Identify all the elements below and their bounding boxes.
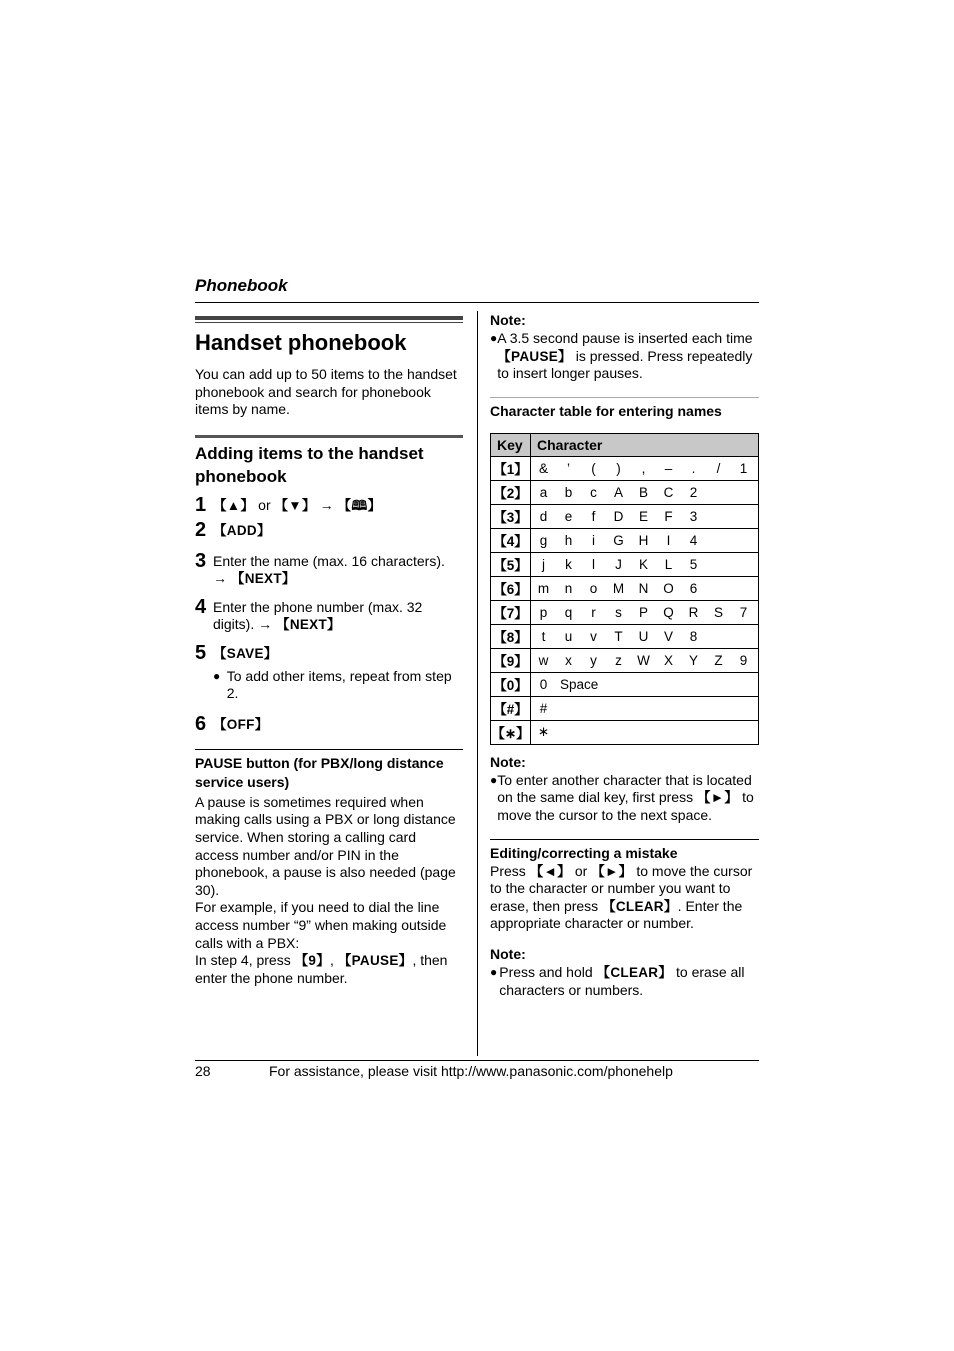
character-glyph: u xyxy=(564,628,573,644)
character-glyph: 4 xyxy=(689,532,698,548)
section-title: Phonebook xyxy=(195,276,288,295)
character-glyph: W xyxy=(637,652,650,668)
character-glyph: T xyxy=(614,628,623,644)
footer-help-text: For assistance, please visit http://www.panasonic.com/phonehelp xyxy=(269,1063,673,1079)
add-key: 【ADD】 xyxy=(213,522,271,538)
character-glyph: r xyxy=(591,604,596,620)
bullet-icon: ● xyxy=(490,964,498,979)
character-glyph: ∗ xyxy=(537,724,550,740)
character-glyph: & xyxy=(538,460,548,476)
key-cell: 【8】 xyxy=(491,624,531,648)
save-key: 【SAVE】 xyxy=(213,645,278,661)
key-cell: 【9】 xyxy=(491,648,531,672)
character-glyph: N xyxy=(638,580,649,596)
step-number: 4 xyxy=(195,595,207,618)
character-glyph: 5 xyxy=(689,556,698,572)
character-glyph: U xyxy=(638,628,649,644)
table-row xyxy=(491,624,759,648)
character-column-header: Character xyxy=(531,433,759,456)
table-row xyxy=(491,504,759,528)
characters-cell xyxy=(531,480,759,504)
table-row xyxy=(491,672,759,696)
character-glyph: l xyxy=(592,556,595,572)
character-glyph: f xyxy=(591,508,596,524)
step-5-bullet: ● To add other items, repeat from step 2. xyxy=(213,667,452,701)
step-6 xyxy=(195,713,463,735)
right-arrow-key: 【►】 xyxy=(696,790,739,806)
character-glyph: h xyxy=(564,532,573,548)
characters-cell xyxy=(531,456,759,480)
nine-key: 【9】 xyxy=(294,953,331,969)
character-glyph: g xyxy=(539,532,548,548)
character-glyph: 1 xyxy=(739,460,748,476)
character-glyph: P xyxy=(638,604,648,620)
character-glyph: O xyxy=(663,580,674,596)
character-glyph: i xyxy=(592,532,595,548)
adding-heading: Adding items to the handset phonebook xyxy=(195,443,424,486)
character-glyph: a xyxy=(539,484,548,500)
step-5 xyxy=(195,642,463,664)
table-body xyxy=(491,456,759,744)
title-rule xyxy=(195,316,463,323)
table-heading-rule xyxy=(490,397,759,398)
character-glyph: c xyxy=(590,484,597,500)
step-4: 4 Enter the phone number (max. 32 digits). → 【NEXT】 xyxy=(195,595,423,632)
step-number: 3 xyxy=(195,549,207,572)
table-header-row xyxy=(491,433,759,456)
character-glyph: x xyxy=(565,652,572,668)
character-glyph: 3 xyxy=(689,508,698,524)
character-glyph: q xyxy=(564,604,573,620)
character-glyph: s xyxy=(615,604,622,620)
character-glyph: C xyxy=(663,484,674,500)
character-glyph: 8 xyxy=(689,628,698,644)
key-cell: 【#】 xyxy=(491,696,531,720)
pause-key: 【PAUSE】 xyxy=(337,953,413,969)
character-glyph: R xyxy=(688,604,699,620)
characters-cell xyxy=(531,624,759,648)
character-glyph: t xyxy=(541,628,546,644)
key-cell: 【6】 xyxy=(491,576,531,600)
off-key: 【OFF】 xyxy=(213,716,269,732)
pause-key: 【PAUSE】 xyxy=(497,348,572,364)
character-glyph: ’ xyxy=(567,460,570,476)
arrow-icon: → xyxy=(315,496,338,513)
character-glyph: 7 xyxy=(739,604,748,620)
key-cell: 【7】 xyxy=(491,600,531,624)
character-glyph: b xyxy=(564,484,573,500)
edit-paragraph: Press 【◄】 or 【►】 to move the cursor to the character or number you want to erase, then press 【CLEAR】. Enter the appropriate character or number. xyxy=(490,862,753,932)
edit-rule xyxy=(490,839,759,840)
table-row xyxy=(491,480,759,504)
character-glyph: 0 xyxy=(539,676,548,692)
character-glyph: E xyxy=(638,508,648,524)
note-heading: Note: xyxy=(490,312,526,328)
character-glyph: ) xyxy=(616,460,621,476)
footer-rule xyxy=(195,1060,759,1061)
characters-cell xyxy=(531,528,759,552)
pause-heading: PAUSE button (for PBX/long distance service users) xyxy=(195,754,444,790)
character-glyph: m xyxy=(537,580,550,596)
character-glyph: / xyxy=(716,460,721,476)
character-glyph: # xyxy=(539,700,548,716)
pause-rule xyxy=(195,749,463,750)
character-glyph: G xyxy=(613,532,624,548)
table-row xyxy=(491,696,759,720)
character-glyph: o xyxy=(589,580,598,596)
character-glyph: w xyxy=(538,652,549,668)
character-glyph: H xyxy=(638,532,649,548)
right-arrow-key: 【►】 xyxy=(591,863,633,879)
step-number: 1 xyxy=(195,493,207,516)
character-glyph: k xyxy=(565,556,572,572)
down-key: 【▼】 xyxy=(274,497,316,513)
left-arrow-key: 【◄】 xyxy=(529,863,571,879)
key-column-header: Key xyxy=(491,433,531,456)
subheading-rule xyxy=(195,435,463,438)
column-divider xyxy=(477,311,478,1056)
phonebook-key-icon: 【🕮】 xyxy=(337,497,382,513)
intro-text: You can add up to 50 items to the handset phonebook and search for phonebook items by name. xyxy=(195,366,457,418)
characters-cell xyxy=(531,648,759,672)
character-table xyxy=(490,433,759,745)
note-1-bullet: ● A 3.5 second pause is inserted each time 【PAUSE】 is pressed. Press repeatedly to insert longer pauses. xyxy=(490,330,753,382)
table-row xyxy=(491,648,759,672)
clear-key: 【CLEAR】 xyxy=(602,898,678,914)
up-key: 【▲】 xyxy=(213,497,255,513)
edit-heading: Editing/correcting a mistake xyxy=(490,844,678,861)
table-heading: Character table for entering names xyxy=(490,402,722,419)
character-glyph: Q xyxy=(663,604,674,620)
character-glyph: Y xyxy=(688,652,698,668)
character-glyph: Space xyxy=(560,676,599,692)
next-key: 【NEXT】 xyxy=(230,570,296,586)
key-cell: 【3】 xyxy=(491,504,531,528)
table-row xyxy=(491,528,759,552)
character-glyph: n xyxy=(564,580,573,596)
character-glyph: F xyxy=(664,508,673,524)
note-2-bullet: ● To enter another character that is located on the same dial key, first press 【►】 to move the cursor to the next space. xyxy=(490,771,754,823)
character-glyph: . xyxy=(691,460,696,476)
arrow-icon: → xyxy=(213,569,231,586)
bullet-icon: ● xyxy=(490,331,498,345)
character-glyph: j xyxy=(542,556,545,572)
table-row xyxy=(491,552,759,576)
bullet-icon: ● xyxy=(213,668,221,683)
table-row xyxy=(491,720,759,744)
characters-cell xyxy=(531,672,759,696)
character-glyph: – xyxy=(664,460,673,476)
character-glyph: M xyxy=(612,580,625,596)
bullet-icon: ● xyxy=(490,772,498,787)
pause-paragraph-1: A pause is sometimes required when making calls using a PBX or long distance service. When storing a calling card access number and/or PIN in the phonebook, a pause is also needed (page 30). xyxy=(195,793,456,898)
table-row xyxy=(491,576,759,600)
character-glyph: K xyxy=(638,556,648,572)
table-row xyxy=(491,456,759,480)
character-glyph: e xyxy=(564,508,573,524)
character-glyph: y xyxy=(590,652,597,668)
right-column xyxy=(490,311,759,999)
step-number: 2 xyxy=(195,518,207,541)
character-glyph: d xyxy=(539,508,548,524)
characters-cell xyxy=(531,600,759,624)
character-glyph: 9 xyxy=(739,652,748,668)
table-row xyxy=(491,600,759,624)
step-number: 6 xyxy=(195,712,207,735)
clear-key: 【CLEAR】 xyxy=(596,964,673,980)
arrow-icon: → xyxy=(254,615,277,632)
character-glyph: z xyxy=(615,652,622,668)
note-heading: Note: xyxy=(490,945,526,962)
key-cell: 【4】 xyxy=(491,528,531,552)
character-glyph: X xyxy=(663,652,673,668)
note-3-bullet: ● Press and hold 【CLEAR】 to erase all characters or numbers. xyxy=(490,963,745,998)
character-glyph: , xyxy=(641,460,646,476)
pause-paragraph-3: In step 4, press 【9】, 【PAUSE】, then enter the phone number. xyxy=(195,952,448,986)
character-glyph: B xyxy=(638,484,648,500)
characters-cell xyxy=(531,552,759,576)
characters-cell xyxy=(531,504,759,528)
character-glyph: v xyxy=(590,628,597,644)
step-number: 5 xyxy=(195,641,207,664)
character-glyph: V xyxy=(663,628,673,644)
character-glyph: S xyxy=(713,604,723,620)
key-cell: 【5】 xyxy=(491,552,531,576)
note-heading: Note: xyxy=(490,753,526,770)
character-glyph: p xyxy=(539,604,548,620)
character-glyph: Z xyxy=(714,652,723,668)
characters-cell xyxy=(531,720,759,744)
header-rule xyxy=(195,302,759,303)
characters-cell xyxy=(531,576,759,600)
characters-cell xyxy=(531,696,759,720)
character-glyph: ( xyxy=(591,460,596,476)
step-3: 3 Enter the name (max. 16 characters). → 【NEXT】 xyxy=(195,549,445,586)
step-2 xyxy=(195,519,463,541)
character-glyph: A xyxy=(613,484,623,500)
left-column xyxy=(195,316,463,987)
character-glyph: 2 xyxy=(689,484,698,500)
key-cell: 【2】 xyxy=(491,480,531,504)
character-glyph: J xyxy=(615,556,622,572)
character-glyph: L xyxy=(664,556,673,572)
page-title: Handset phonebook xyxy=(195,330,407,355)
next-key: 【NEXT】 xyxy=(276,616,341,632)
step-1: 1 【▲】 or 【▼】 → 【🕮】 xyxy=(195,493,382,516)
key-cell: 【∗】 xyxy=(491,720,531,744)
key-cell: 【1】 xyxy=(491,456,531,480)
character-glyph: 6 xyxy=(689,580,698,596)
character-glyph: I xyxy=(666,532,671,548)
key-cell: 【0】 xyxy=(491,672,531,696)
page-number: 28 xyxy=(195,1063,211,1079)
character-glyph: D xyxy=(613,508,624,524)
pause-paragraph-2: For example, if you need to dial the line access number “9” when making outside calls with a PBX: xyxy=(195,899,447,951)
